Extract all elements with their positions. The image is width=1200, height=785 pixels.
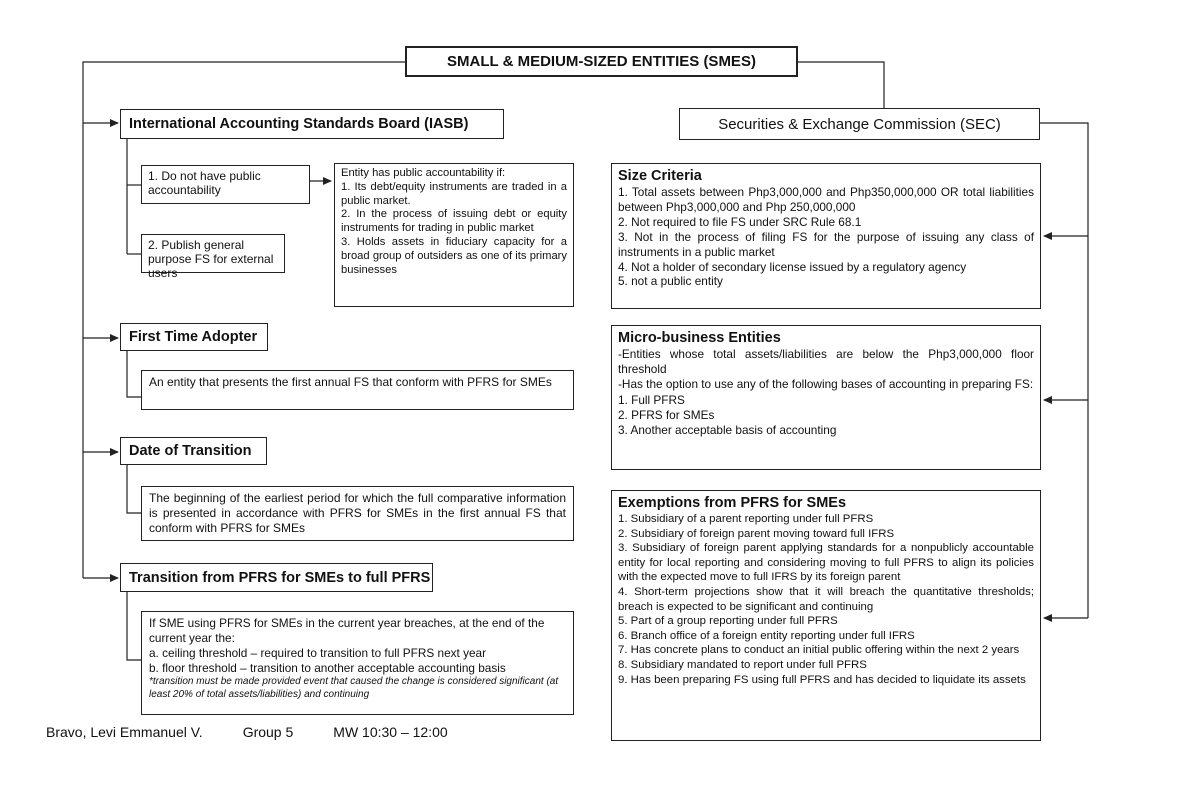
iasb-item2-box xyxy=(141,234,285,281)
size-criteria-point: 3. Not in the process of filing FS for the purpose of issuing any class of instruments in a public market xyxy=(618,229,1034,259)
transition-heading: Transition from PFRS for SMEs to full PFRS xyxy=(129,569,431,586)
main-title-box xyxy=(405,46,798,77)
transition-branch-line xyxy=(127,592,141,660)
date-of-transition-heading-box xyxy=(120,437,267,465)
footer xyxy=(46,724,448,740)
fta-branch-line xyxy=(127,350,141,397)
size-criteria-point: 5. not a public entity xyxy=(618,274,723,289)
exemptions-point: 1. Subsidiary of a parent reporting under full PFRS xyxy=(618,513,874,525)
micro-business-line: 1. Full PFRS xyxy=(618,392,685,407)
size-criteria-box xyxy=(611,163,1041,309)
footer-name: Bravo, Levi Emmanuel V. xyxy=(46,724,203,740)
sec-right-line xyxy=(1040,123,1088,618)
micro-business-line: -Entities whose total assets/liabilities are below the Php3,000,000 floor threshold xyxy=(618,347,1034,377)
size-criteria-point: 1. Total assets between Php3,000,000 and Php350,000,000 OR total liabilities between Php3,000,000 and Php 250,000,000 xyxy=(618,185,1034,214)
public-accountability-box xyxy=(334,163,574,307)
iasb-heading: International Accounting Standards Board (IASB) xyxy=(129,116,469,132)
transition-point: b. floor threshold – transition to another acceptable accounting basis xyxy=(149,661,506,675)
transition-point: a. ceiling threshold – required to transition to full PFRS next year xyxy=(149,646,487,660)
size-criteria-heading: Size Criteria xyxy=(618,168,702,184)
exemptions-point: 2. Subsidiary of foreign parent moving toward full IFRS xyxy=(618,527,895,540)
exemptions-point: 5. Part of a group reporting under full PFRS xyxy=(618,615,838,628)
trunk-right-line xyxy=(798,62,884,108)
date-of-transition-text: The beginning of the earliest period for which the full comparative information is presented in accordance with PFRS for SMEs in the first annual FS that conform with PFRS for SMEs xyxy=(149,491,566,535)
transition-intro: If SME using PFRS for SMEs in the current year breaches, at the end of the current year the: xyxy=(149,616,545,645)
micro-business-box xyxy=(611,325,1041,470)
micro-business-line: -Has the option to use any of the following bases of accounting in preparing FS: xyxy=(618,377,1034,392)
first-time-adopter-heading-box xyxy=(120,323,268,351)
footer-schedule: MW 10:30 – 12:00 xyxy=(333,724,448,740)
exemptions-heading: Exemptions from PFRS for SMEs xyxy=(618,495,847,511)
first-time-adopter-heading: First Time Adopter xyxy=(129,329,258,345)
size-criteria-point: 2. Not required to file FS under SRC Rule 68.1 xyxy=(618,214,862,229)
main-title: SMALL & MEDIUM-SIZED ENTITIES (SMES) xyxy=(447,53,756,70)
micro-business-heading: Micro-business Entities xyxy=(618,330,781,346)
sec-heading-box xyxy=(679,108,1040,140)
iasb-item1-box xyxy=(141,165,310,204)
exemptions-point: 8. Subsidiary mandated to report under full PFRS xyxy=(618,658,867,671)
public-accountability-point: 3. Holds assets in fiduciary capacity for a broad group of outsiders as one of its primary businesses xyxy=(341,235,567,276)
size-criteria-point: 4. Not a holder of secondary license issued by a regulatory agency xyxy=(618,259,967,274)
first-time-adopter-text-box xyxy=(141,370,574,410)
iasb-item2: 2. Publish general purpose FS for external users xyxy=(148,238,274,281)
iasb-item1: 1. Do not have public accountability xyxy=(148,169,261,198)
exemptions-box xyxy=(611,490,1041,741)
exemptions-point: 7. Has concrete plans to conduct an initial public offering within the next 2 years xyxy=(618,644,1020,657)
first-time-adopter-text: An entity that presents the first annual FS that conform with PFRS for SMEs xyxy=(149,375,552,389)
date-of-transition-text-box xyxy=(141,486,574,541)
public-accountability-point: 1. Its debt/equity instruments are traded in a public market. xyxy=(341,180,567,207)
exemptions-point: 6. Branch office of a foreign entity reporting under full IFRS xyxy=(618,629,915,642)
transition-note: *transition must be made provided event that caused the change is considered significant (at least 20% of total assets/liabilities) and continuing xyxy=(149,676,559,700)
exemptions-point: 9. Has been preparing FS using full PFRS and has decided to liquidate its assets xyxy=(618,673,1026,686)
micro-business-line: 3. Another acceptable basis of accounting xyxy=(618,423,837,438)
sec-heading: Securities & Exchange Commission (SEC) xyxy=(718,115,1001,133)
footer-group: Group 5 xyxy=(242,724,294,740)
public-accountability-intro: Entity has public accountability if: xyxy=(341,167,506,179)
public-accountability-point: 2. In the process of issuing debt or equity instruments for trading in public market xyxy=(341,208,567,235)
exemptions-point: 3. Subsidiary of foreign parent applying standards for a nonpublicly accountable entity for local reporting and considering moving to full PFRS to align its policies with the expected move to full IFRS by its foreign parent xyxy=(618,542,1034,584)
transition-heading-box xyxy=(120,563,433,592)
micro-business-line: 2. PFRS for SMEs xyxy=(618,407,715,422)
transition-text-box xyxy=(141,611,574,715)
date-of-transition-heading: Date of Transition xyxy=(129,443,252,459)
iasb-heading-box xyxy=(120,109,504,139)
exemptions-point: 4. Short-term projections show that it will breach the quantitative thresholds; breach is expected to be significant and continuing xyxy=(618,585,1034,613)
dot-branch-line xyxy=(127,464,141,513)
